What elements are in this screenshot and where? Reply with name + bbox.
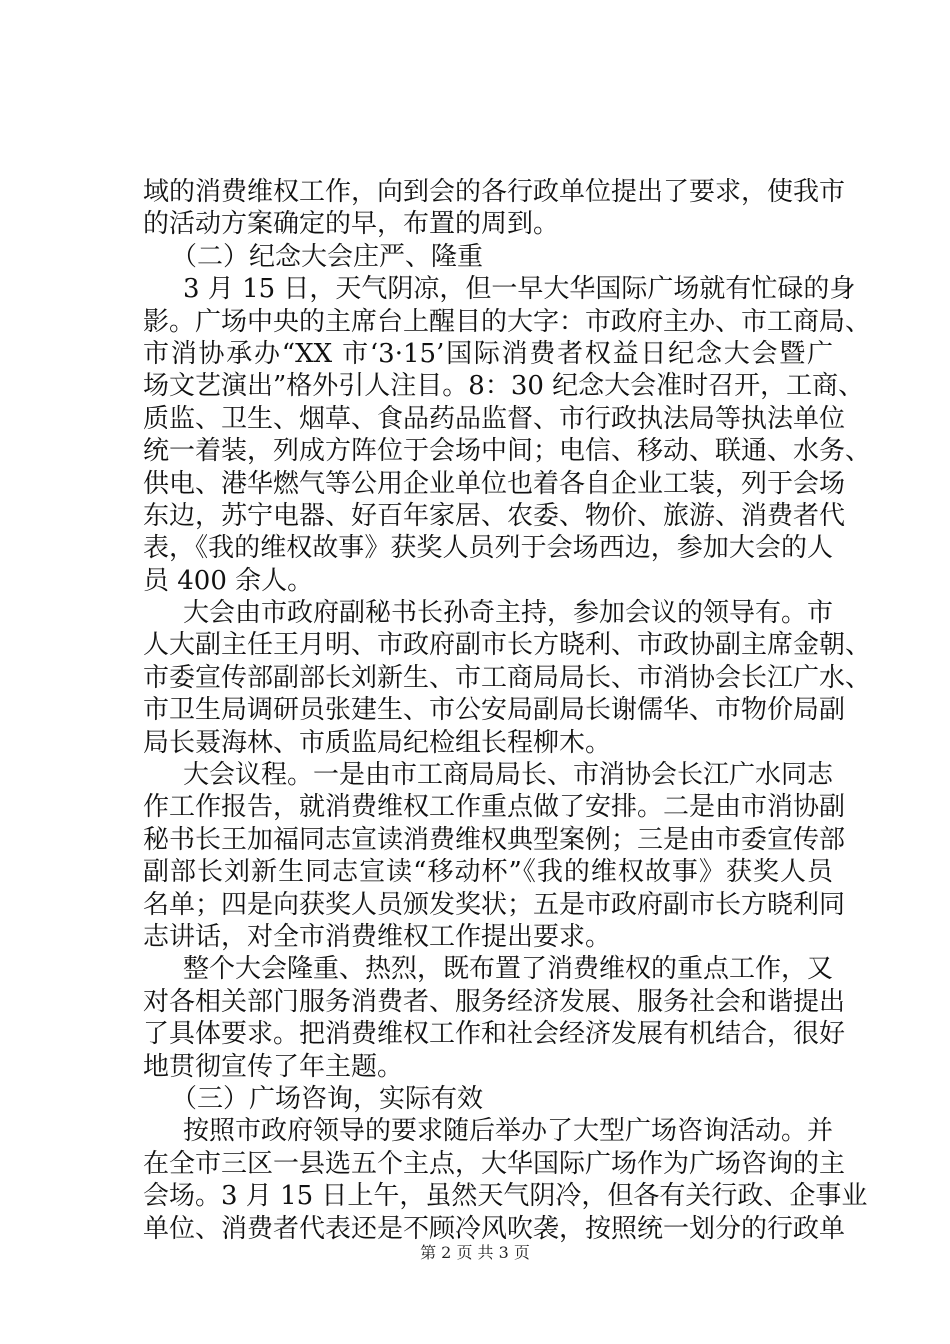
text-line: 名单；四是向获奖人员颁发奖状；五是市政府副市长方晓利同 (143, 889, 846, 920)
section-heading: （三）广场咨询，实际有效 (171, 1083, 484, 1114)
text-line: 统一着装，列成方阵位于会场中间；电信、移动、联通、水务、 (143, 436, 872, 467)
text-line: 市委宣传部副部长刘新生、市工商局局长、市消协会长江广水、 (143, 662, 872, 693)
text-line: 人大副主任王月明、市政府副市长方晓利、市政协副主席金朝、 (143, 630, 872, 661)
document-body (143, 176, 872, 1245)
text-line: 地贯彻宣传了年主题。 (143, 1051, 404, 1082)
text-line: 大会由市政府副秘书长孙奇主持，参加会议的领导有。市 (183, 598, 834, 629)
text-line: 对各相关部门服务消费者、服务经济发展、服务社会和谐提出 (143, 986, 846, 1017)
page-number-label: 第 2 页 共 3 页 (420, 1243, 530, 1262)
text-line: 大会议程。一是由市工商局局长、市消协会长江广水同志 (183, 760, 834, 791)
text-line: 影。广场中央的主席台上醒目的大字：市政府主办、市工商局、 (143, 306, 872, 337)
section-heading: （二）纪念大会庄严、隆重 (171, 241, 484, 272)
text-line: 市消协承办“XX 市‘3·15’国际消费者权益日纪念大会暨广 (143, 338, 833, 369)
text-line: 表，《我的维权故事》获奖人员列于会场西边，参加大会的人 (143, 533, 833, 564)
text-line: 域的消费维权工作，向到会的各行政单位提出了要求，使我市 (143, 177, 846, 207)
text-line: 质监、卫生、烟草、食品药品监督、市行政执法局等执法单位 (143, 403, 846, 434)
text-line: 供电、港华燃气等公用企业单位也着各自企业工装，列于会场 (143, 468, 846, 499)
text-line: 副部长刘新生同志宣读“移动杯”《我的维权故事》获奖人员 (143, 857, 833, 888)
text-line: 的活动方案确定的早，布置的周到。 (143, 209, 560, 240)
text-line: 3 月 15 日，天气阴凉，但一早大华国际广场就有忙碌的身 (183, 274, 856, 305)
text-line: 志讲话，对全市消费维权工作提出要求。 (143, 921, 612, 952)
text-line: 作工作报告，就消费维权工作重点做了安排。二是由市消协副 (143, 792, 846, 823)
text-line: 场文艺演出”格外引人注目。8：30 纪念大会准时召开，工商、 (143, 371, 865, 402)
text-line: 单位、消费者代表还是不顾冷风吹袭，按照统一划分的行政单 (143, 1213, 846, 1244)
text-line: 市卫生局调研员张建生、市公安局副局长谢儒华、市物价局副 (143, 695, 846, 726)
page-footer (0, 1243, 950, 1263)
text-line: 局长聂海林、市质监局纪检组长程柳木。 (143, 727, 612, 758)
text-line: 了具体要求。把消费维权工作和社会经济发展有机结合，很好 (143, 1019, 846, 1050)
text-line: 秘书长王加福同志宣读消费维权典型案例；三是由市委宣传部 (143, 824, 846, 855)
text-line: 东边，苏宁电器、好百年家居、农委、物价、旅游、消费者代 (143, 500, 846, 531)
text-line: 整个大会隆重、热烈，既布置了消费维权的重点工作，又 (183, 954, 834, 985)
text-line: 会场。3 月 15 日上午，虽然天气阴冷，但各有关行政、企事业 (143, 1181, 868, 1212)
text-line: 员 400 余人。 (143, 565, 314, 596)
text-line: 按照市政府领导的要求随后举办了大型广场咨询活动。并 (183, 1116, 834, 1147)
text-line: 在全市三区一县选五个主点，大华国际广场作为广场咨询的主 (143, 1148, 846, 1179)
